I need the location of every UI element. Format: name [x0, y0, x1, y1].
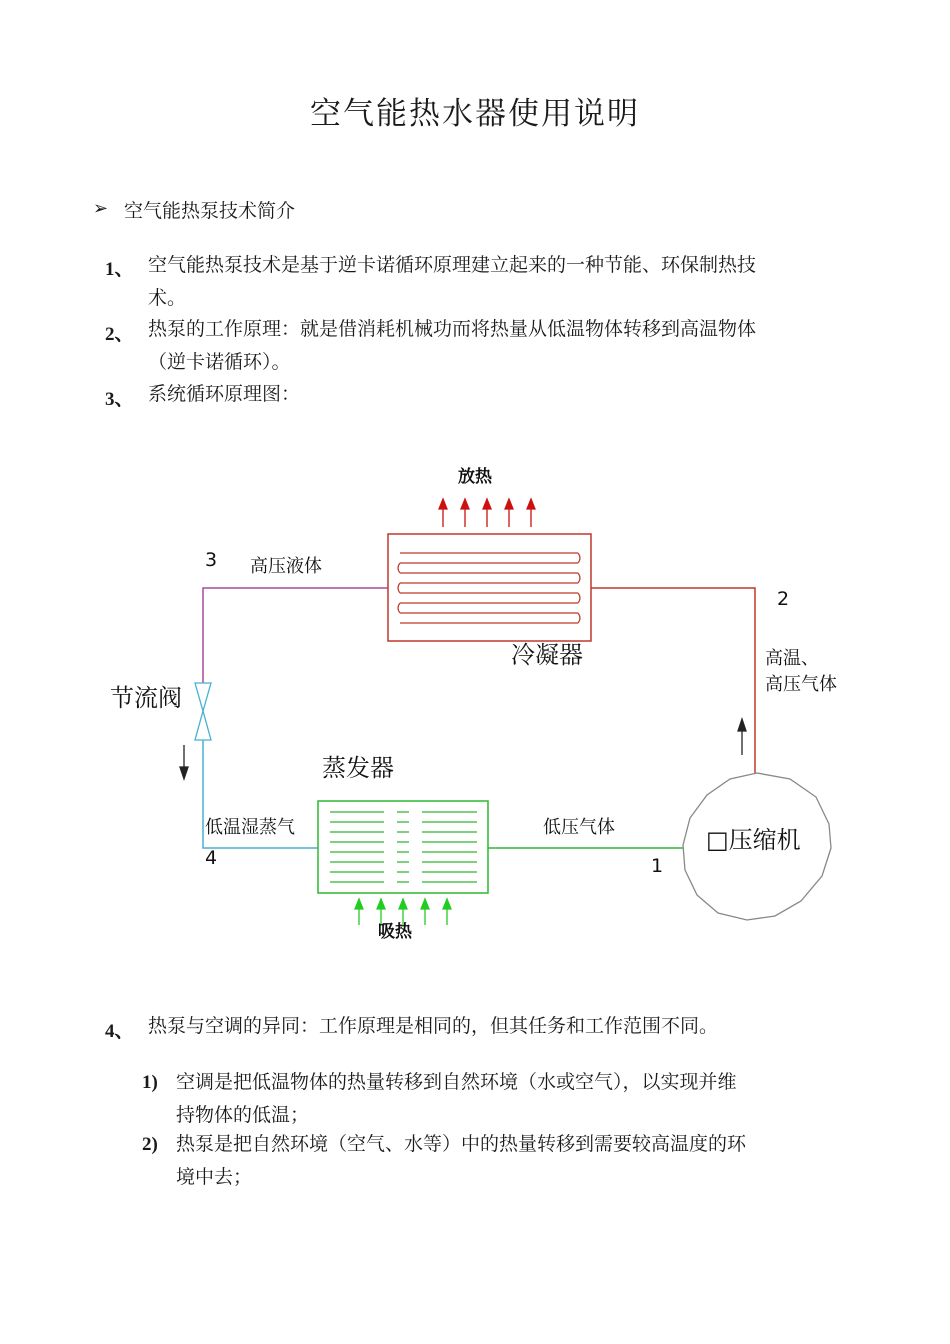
- section-bullet-icon: ➢: [93, 198, 109, 219]
- point-4-label: 4: [205, 847, 218, 869]
- heat-pump-cycle-diagram: [0, 440, 950, 960]
- throttle-valve-symbol: [195, 683, 211, 740]
- high-pressure-liquid-pipe: [203, 588, 388, 683]
- sub-item-2-line-2: 境中去；: [176, 1166, 253, 1188]
- sub-item-1-line-2: 持物体的低温；: [176, 1104, 310, 1126]
- condenser-coil: [388, 534, 591, 641]
- item-4-number: 4、: [105, 1021, 134, 1042]
- evaporator-coil: [318, 801, 488, 893]
- item-2-line-2: （逆卡诺循环）。: [148, 351, 291, 373]
- heat-release-arrows: [439, 499, 535, 527]
- high-temp-label-line-1: 高温、: [765, 648, 819, 669]
- item-1-text: [148, 249, 878, 315]
- heat-absorb-label: 吸热: [378, 922, 412, 942]
- evaporator-label: 蒸发器: [322, 754, 394, 782]
- item-2-number: 2、: [105, 324, 134, 345]
- item-1-line-2: 术。: [148, 287, 187, 309]
- low-temp-wet-vapor-label: 低温湿蒸气: [205, 817, 295, 838]
- low-pressure-gas-label: 低压气体: [543, 817, 615, 838]
- item-2-line-1: 热泵的工作原理：就是借消耗机械功而将热量从低温物体转移到高温物体: [148, 318, 757, 340]
- item-4-text: 热泵与空调的异同：工作原理是相同的，但其任务和工作范围不同。: [148, 1015, 719, 1037]
- item-2-text: [148, 313, 878, 379]
- point-2-label: 2: [777, 588, 790, 610]
- high-temp-label-line-2: 高压气体: [765, 674, 837, 695]
- section-heading: 空气能热泵技术简介: [124, 200, 296, 222]
- flow-down-arrow: [180, 745, 188, 779]
- sub-item-1-number: 1): [142, 1072, 158, 1093]
- item-3-number: 3、: [105, 389, 134, 410]
- heat-release-label: 放热: [458, 467, 492, 487]
- point-3-label: 3: [205, 549, 218, 571]
- item-3-text: 系统循环原理图：: [148, 383, 301, 405]
- document-title: 空气能热水器使用说明: [310, 96, 640, 132]
- sub-item-2-line-1: 热泵是把自然环境（空气、水等）中的热量转移到需要较高温度的环: [176, 1133, 747, 1155]
- throttle-valve-label: 节流阀: [110, 684, 182, 712]
- sub-item-1-text: [176, 1066, 876, 1132]
- item-1-number: 1、: [105, 259, 134, 280]
- point-1-label: 1: [651, 855, 664, 877]
- high-pressure-liquid-label: 高压液体: [250, 556, 322, 577]
- sub-item-1-line-1: 空调是把低温物体的热量转移到自然环境（水或空气），以实现并维: [176, 1071, 737, 1093]
- flow-up-arrow: [738, 719, 746, 755]
- sub-item-2-text: [176, 1128, 876, 1194]
- compressor-label: □压缩机: [706, 826, 801, 854]
- high-temp-gas-pipe: [591, 588, 755, 773]
- condenser-label: 冷凝器: [511, 641, 583, 669]
- sub-item-2-number: 2): [142, 1134, 158, 1155]
- item-1-line-1: 空气能热泵技术是基于逆卡诺循环原理建立起来的一种节能、环保制热技: [148, 254, 757, 276]
